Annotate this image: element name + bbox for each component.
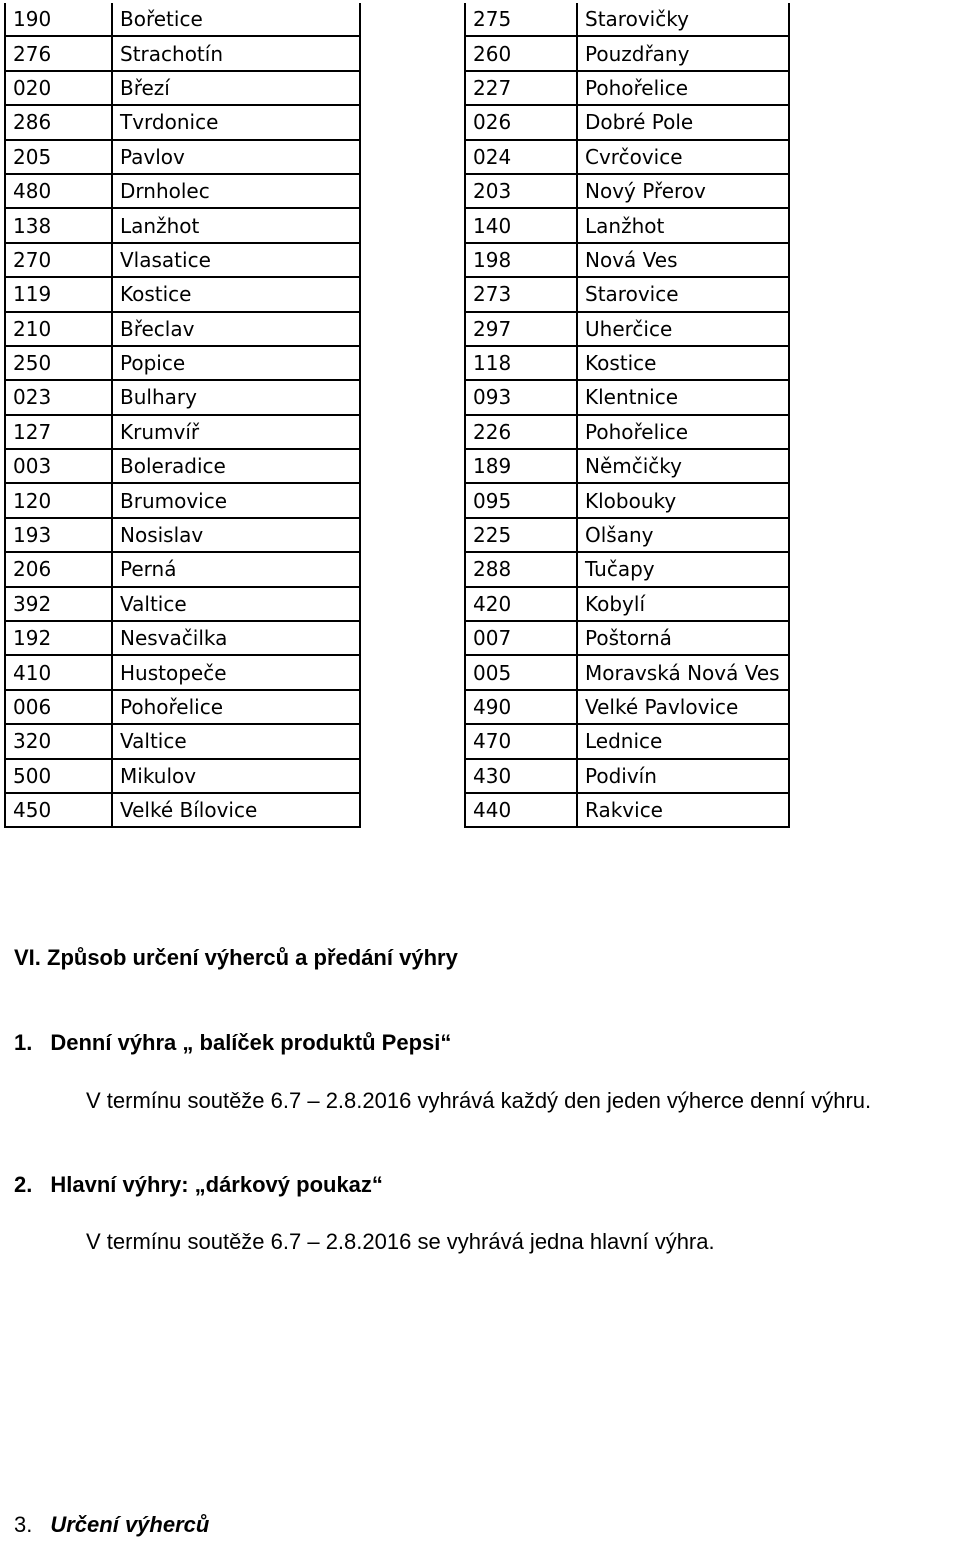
left-table-row — [5, 690, 360, 724]
right-table-row — [465, 690, 789, 724]
left-table-row — [5, 174, 360, 208]
right-table-row — [465, 277, 789, 311]
municipality-name: Hustopeče — [112, 655, 360, 689]
municipality-code: 226 — [465, 415, 577, 449]
right-table-row — [465, 449, 789, 483]
left-table-row — [5, 587, 360, 621]
right-table-row — [465, 71, 789, 105]
municipality-code: 225 — [465, 518, 577, 552]
municipality-code: 275 — [465, 3, 577, 36]
municipality-code: 276 — [5, 36, 112, 70]
municipality-name: Pavlov — [112, 140, 360, 174]
municipality-code: 095 — [465, 483, 577, 517]
municipality-name: Pohořelice — [577, 415, 789, 449]
municipality-code: 420 — [465, 587, 577, 621]
municipality-code: 138 — [5, 208, 112, 242]
municipality-name: Lanžhot — [112, 208, 360, 242]
municipality-name: Pouzdřany — [577, 36, 789, 70]
municipality-code: 480 — [5, 174, 112, 208]
municipality-name: Lanžhot — [577, 208, 789, 242]
municipality-name: Bulhary — [112, 380, 360, 414]
right-table-row — [465, 346, 789, 380]
right-municipality-table — [464, 3, 790, 828]
municipality-name: Krumvíř — [112, 415, 360, 449]
item-1-number: 1. — [14, 1030, 33, 1055]
municipality-name: Vlasatice — [112, 243, 360, 277]
left-table-row — [5, 724, 360, 758]
municipality-code: 120 — [5, 483, 112, 517]
municipality-code: 270 — [5, 243, 112, 277]
left-table-row — [5, 140, 360, 174]
municipality-code: 119 — [5, 277, 112, 311]
item-1-heading — [14, 1030, 451, 1056]
municipality-name: Starovice — [577, 277, 789, 311]
item-1-title: Denní výhra „ balíček produktů Pepsi“ — [50, 1030, 452, 1055]
right-table-row — [465, 759, 789, 793]
municipality-code: 430 — [465, 759, 577, 793]
municipality-name: Moravská Nová Ves — [577, 655, 789, 689]
municipality-code: 203 — [465, 174, 577, 208]
municipality-name: Brumovice — [112, 483, 360, 517]
municipality-name: Poštorná — [577, 621, 789, 655]
municipality-code: 392 — [5, 587, 112, 621]
right-table-row — [465, 483, 789, 517]
municipality-name: Velké Bílovice — [112, 793, 360, 827]
municipality-code: 026 — [465, 105, 577, 139]
municipality-name: Pohořelice — [577, 71, 789, 105]
municipality-code: 193 — [5, 518, 112, 552]
municipality-name: Kostice — [112, 277, 360, 311]
municipality-code: 140 — [465, 208, 577, 242]
municipality-code: 189 — [465, 449, 577, 483]
municipality-code: 320 — [5, 724, 112, 758]
municipality-code: 273 — [465, 277, 577, 311]
left-table-row — [5, 655, 360, 689]
municipality-code: 093 — [465, 380, 577, 414]
right-table-row — [465, 552, 789, 586]
municipality-code: 288 — [465, 552, 577, 586]
municipality-name: Bořetice — [112, 3, 360, 36]
municipality-code: 450 — [5, 793, 112, 827]
right-table-row — [465, 243, 789, 277]
municipality-code: 024 — [465, 140, 577, 174]
left-table-row — [5, 346, 360, 380]
municipality-code: 260 — [465, 36, 577, 70]
municipality-code: 020 — [5, 71, 112, 105]
municipality-name: Boleradice — [112, 449, 360, 483]
municipality-name: Březí — [112, 71, 360, 105]
left-table-row — [5, 36, 360, 70]
left-table-row — [5, 208, 360, 242]
municipality-name: Drnholec — [112, 174, 360, 208]
municipality-code: 003 — [5, 449, 112, 483]
municipality-code: 006 — [5, 690, 112, 724]
municipality-name: Kobylí — [577, 587, 789, 621]
left-municipality-table — [4, 3, 361, 828]
municipality-code: 297 — [465, 312, 577, 346]
left-table-row — [5, 552, 360, 586]
left-table-row — [5, 3, 360, 36]
municipality-name: Klentnice — [577, 380, 789, 414]
municipality-code: 286 — [5, 105, 112, 139]
municipality-name: Nová Ves — [577, 243, 789, 277]
left-table-row — [5, 415, 360, 449]
right-table-row — [465, 36, 789, 70]
right-table-row — [465, 793, 789, 827]
right-table-row — [465, 140, 789, 174]
item-2-text: V termínu soutěže 6.7 – 2.8.2016 se vyhrává jedna hlavní výhra. — [86, 1229, 715, 1254]
left-table-row — [5, 483, 360, 517]
municipality-name: Perná — [112, 552, 360, 586]
municipality-code: 210 — [5, 312, 112, 346]
municipality-name: Nosislav — [112, 518, 360, 552]
municipality-code: 227 — [465, 71, 577, 105]
left-table-row — [5, 793, 360, 827]
municipality-name: Tvrdonice — [112, 105, 360, 139]
municipality-code: 470 — [465, 724, 577, 758]
left-table-row — [5, 243, 360, 277]
municipality-name: Mikulov — [112, 759, 360, 793]
municipality-name: Dobré Pole — [577, 105, 789, 139]
municipality-name: Olšany — [577, 518, 789, 552]
municipality-name: Němčičky — [577, 449, 789, 483]
municipality-name: Starovičky — [577, 3, 789, 36]
municipality-name: Podivín — [577, 759, 789, 793]
left-table-row — [5, 449, 360, 483]
municipality-code: 192 — [5, 621, 112, 655]
municipality-code: 250 — [5, 346, 112, 380]
right-table-row — [465, 208, 789, 242]
right-table-row — [465, 587, 789, 621]
left-table-row — [5, 105, 360, 139]
municipality-name: Valtice — [112, 587, 360, 621]
municipality-code: 007 — [465, 621, 577, 655]
municipality-code: 127 — [5, 415, 112, 449]
municipality-code: 118 — [465, 346, 577, 380]
right-table-row — [465, 312, 789, 346]
item-3-number: 3. — [14, 1512, 33, 1537]
municipality-name: Strachotín — [112, 36, 360, 70]
municipality-code: 500 — [5, 759, 112, 793]
section-heading: VI. Způsob určení výherců a předání výhry — [14, 945, 458, 970]
right-table-row — [465, 518, 789, 552]
municipality-name: Kostice — [577, 346, 789, 380]
municipality-name: Nový Přerov — [577, 174, 789, 208]
municipality-code: 490 — [465, 690, 577, 724]
item-2-number: 2. — [14, 1172, 33, 1197]
municipality-name: Nesvačilka — [112, 621, 360, 655]
municipality-code: 206 — [5, 552, 112, 586]
municipality-name: Uherčice — [577, 312, 789, 346]
item-3-heading — [14, 1512, 209, 1538]
right-table-row — [465, 655, 789, 689]
left-table-row — [5, 621, 360, 655]
municipality-code: 005 — [465, 655, 577, 689]
left-table-row — [5, 71, 360, 105]
municipality-code: 205 — [5, 140, 112, 174]
municipality-name: Pohořelice — [112, 690, 360, 724]
municipality-name: Klobouky — [577, 483, 789, 517]
left-table-row — [5, 277, 360, 311]
item-2-heading — [14, 1172, 383, 1198]
municipality-code: 410 — [5, 655, 112, 689]
municipality-name: Velké Pavlovice — [577, 690, 789, 724]
municipality-name: Valtice — [112, 724, 360, 758]
municipality-name: Břeclav — [112, 312, 360, 346]
right-table-row — [465, 724, 789, 758]
municipality-code: 190 — [5, 3, 112, 36]
municipality-code: 198 — [465, 243, 577, 277]
left-table-row — [5, 380, 360, 414]
municipality-code: 440 — [465, 793, 577, 827]
right-table-row — [465, 174, 789, 208]
municipality-code: 023 — [5, 380, 112, 414]
right-table-row — [465, 105, 789, 139]
right-table-row — [465, 415, 789, 449]
left-table-row — [5, 312, 360, 346]
right-table-body — [465, 3, 789, 827]
municipality-name: Lednice — [577, 724, 789, 758]
municipality-name: Cvrčovice — [577, 140, 789, 174]
item-3-title: Určení výherců — [50, 1512, 210, 1537]
item-1-text: V termínu soutěže 6.7 – 2.8.2016 vyhrává každý den jeden výherce denní výhru. — [86, 1088, 872, 1113]
left-table-row — [5, 759, 360, 793]
left-table-row — [5, 518, 360, 552]
item-2-title: Hlavní výhry: „dárkový poukaz“ — [50, 1172, 383, 1197]
right-table-row — [465, 380, 789, 414]
left-table-body — [5, 3, 360, 827]
right-table-row — [465, 621, 789, 655]
municipality-name: Popice — [112, 346, 360, 380]
municipality-name: Rakvice — [577, 793, 789, 827]
municipality-name: Tučapy — [577, 552, 789, 586]
right-table-row — [465, 3, 789, 36]
